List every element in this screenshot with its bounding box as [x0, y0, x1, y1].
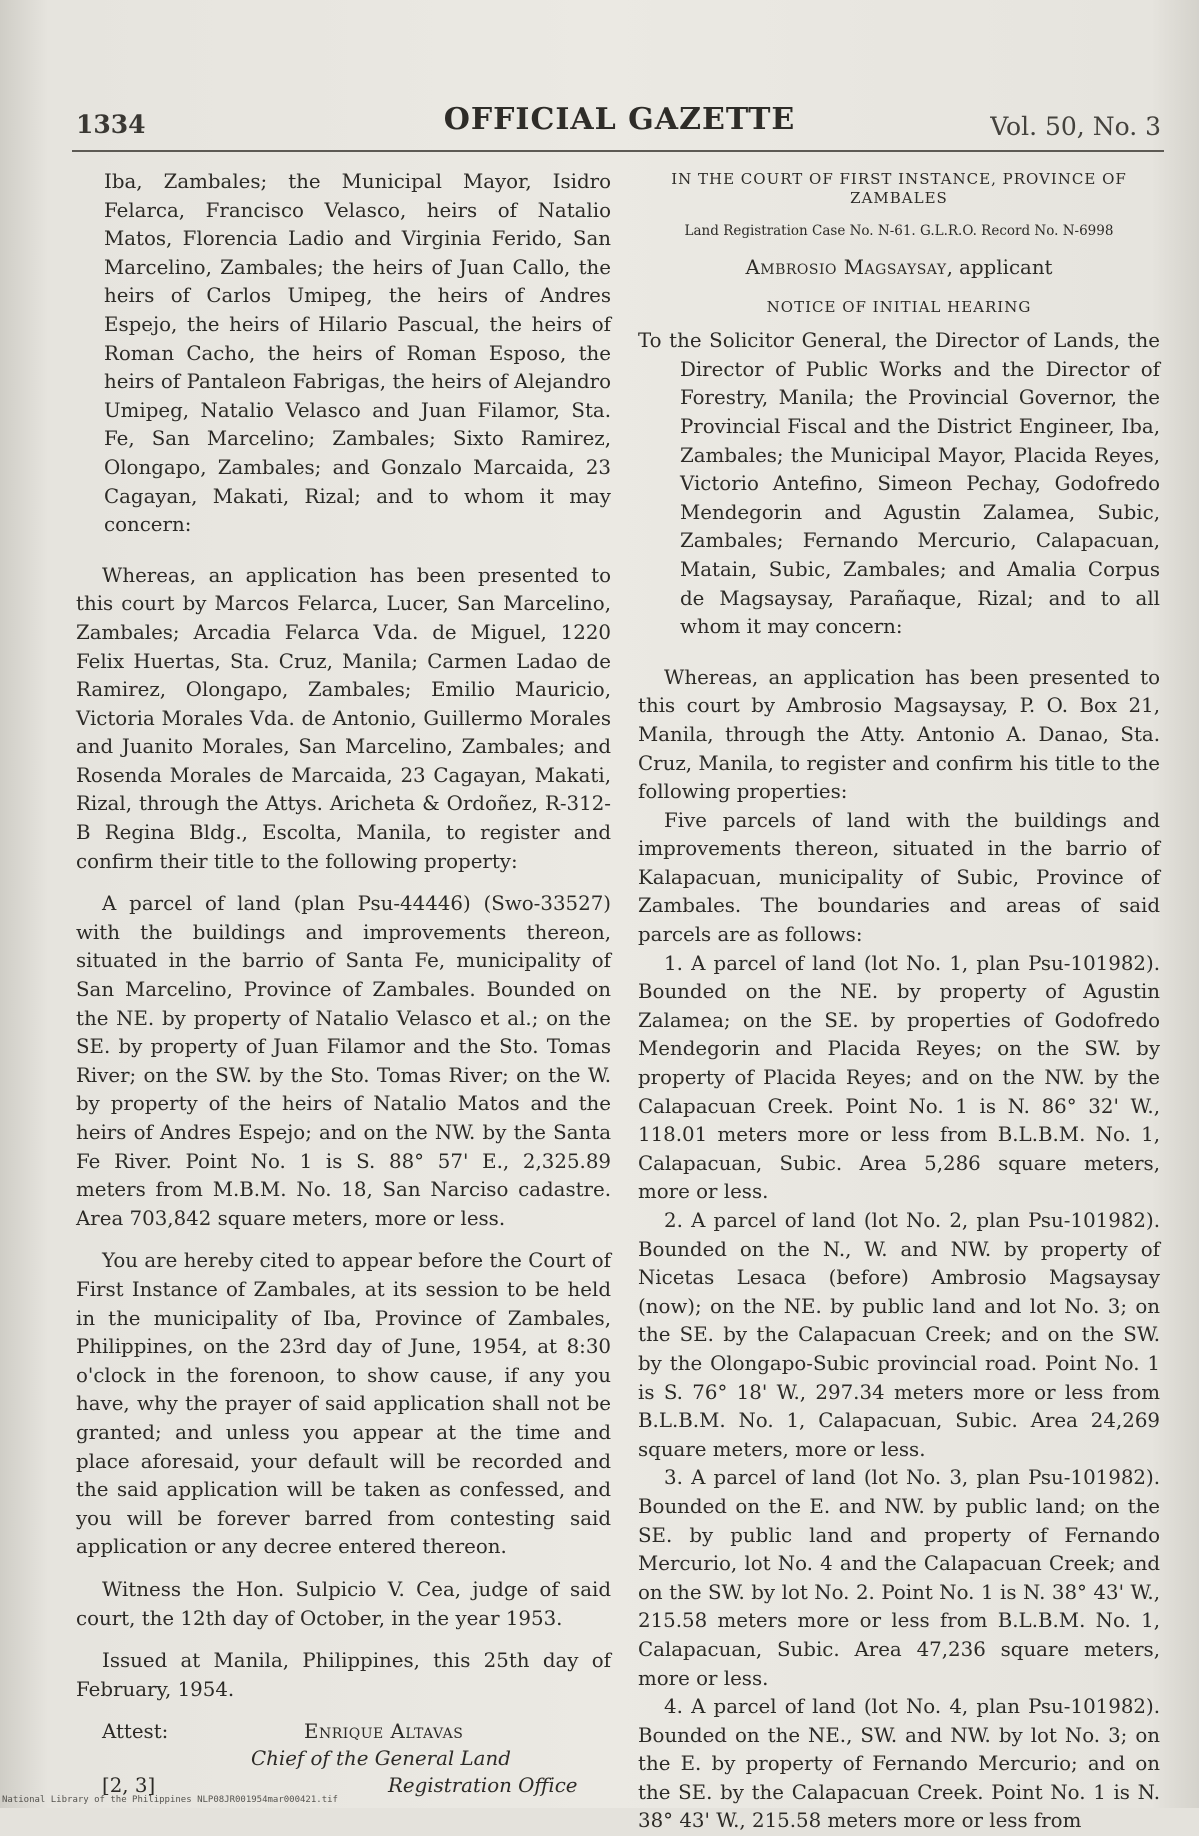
right-column	[638, 168, 1160, 1836]
attest-label: Attest:	[102, 1720, 169, 1744]
citation-paragraph: You are hereby cited to appear before the Court of First Instance of Zambales, at its session to be held in the municipality of Iba, Province of Zambales, Philippines, on the 23rd day of June, 1954, at 8:30 o'clock in the forenoon, to show cause, if any you have, why the prayer of said application shall not be granted; and unless you appear at the time and place aforesaid, your default will be recorded and the said application will be taken as confessed, and you will be forever barred from contesting said application or any decree entered thereon.	[76, 1249, 611, 1559]
addressees: To the Solicitor General, the Director of Lands, the Director of Public Works and the Director of Forestry, Manila; the Provincial Governor, the Provincial Fiscal and the District Engineer, Iba, Zambales; the Municipal Mayor, Placida Reyes, Victorio Antefino, Simeon Pechay, Godofredo Mendegorin and Agustin Zalamea, Subic, Zambales; Fernando Mercurio, Calapacuan, Matain, Subic, Zambales; and Amalia Corpus de Magsaysay, Parañaque, Rizal; and to all whom it may concern:	[638, 329, 1160, 639]
signer-title-line-2: Registration Office	[388, 1774, 578, 1798]
page-header	[72, 96, 1167, 156]
five-parcels-paragraph: Five parcels of land with the buildings and improvements thereon, situated in the barrio of Kalapacuan, municipality of Subic, Province of Zambales. The boundaries and areas of said parcels are as follows:	[638, 808, 1160, 947]
whereas-paragraph: Whereas, an application has been presented to this court by Marcos Felarca, Lucer, San Marcelino, Zambales; Arcadia Felarca Vda. de Miguel, 1220 Felix Huertas, Sta. Cruz, Manila; Carmen Ladao de Ramirez, Olongapo, Zambales; Emilio Mauricio, Victoria Morales Vda. de Antonio, Guillermo Morales and Juanito Morales, San Marcelino, Zambales; and Rosenda Morales de Marcaida, 23 Cagayan, Makati, Rizal, through the Attys. Aricheta & Ordoñez, R-312-B Regina Bldg., Escolta, Manila, to register and confirm their title to the following property:	[76, 563, 611, 873]
scan-footer-note: National Library of the Philippines NLP08JR001954mar000421.tif	[2, 1795, 338, 1805]
notice-title: NOTICE OF INITIAL HEARING	[766, 297, 1032, 316]
whereas-paragraph: Whereas, an application has been presented to this court by Ambrosio Magsaysay, P. O. Box 21, Manila, through the Atty. Antonio A. Danao, Sta. Cruz, Manila, to register and confirm his title to the following properties:	[638, 665, 1160, 804]
parcel-4: 4. A parcel of land (lot No. 4, plan Psu-101982). Bounded on the NE., SW. and NW. by lot No. 3; on the E. by property of Fernando Mercurio; and on the SE. by the Calapacuan Creek. Point No. 1 is N. 38° 43' W., 215.58 meters more or less from	[638, 1695, 1160, 1833]
header-rule	[72, 150, 1164, 152]
left-column	[76, 168, 611, 1808]
running-title: OFFICIAL GAZETTE	[443, 102, 796, 137]
continued-addressees: Iba, Zambales; the Municipal Mayor, Isidro Felarca, Francisco Velasco, heirs of Natalio Matos, Florencia Ladio and Virginia Ferido, San Marcelino, Zambales; the heirs of Juan Callo, the heirs of Carlos Umipeg, the heirs of Andres Espejo, the heirs of Hilario Pascual, the heirs of Roman Cacho, the heirs of Roman Esposo, the heirs of Pantaleon Fabrigas, the heirs of Alejandro Umipeg, Natalio Velasco and Juan Filamor, Sta. Fe, San Marcelino; Zambales; Sixto Ramirez, Olongapo, Zambales; and Gonzalo Marcaida, 23 Cagayan, Makati, Rizal; and to whom it may concern:	[104, 170, 611, 537]
case-number: Land Registration Case No. N-61. G.L.R.O. Record No. N-6998	[684, 223, 1114, 239]
signer-title-line-1: Chief of the General Land	[251, 1747, 511, 1771]
parcel-3: 3. A parcel of land (lot No. 3, plan Psu-101982). Bounded on the E. and NW. by public land; on the SE. by public land and property of Fernando Mercurio, lot No. 4 and the Calapacuan Creek; and on the SW. by lot No. 2. Point No. 1 is N. 38° 43' W., 215.58 meters more or less from B.L.B.M. No. 1, Calapacuan, Subic. Area 47,236 square meters, more or less.	[638, 1466, 1160, 1690]
court-caption: IN THE COURT OF FIRST INSTANCE, PROVINCE OF ZAMBALES	[671, 170, 1127, 207]
issued-paragraph: Issued at Manila, Philippines, this 25th day of February, 1954.	[76, 1649, 611, 1701]
applicant-line	[638, 254, 1160, 283]
parcel-description: A parcel of land (plan Psu-44446) (Swo-33527) with the buildings and improvements thereon, situated in the barrio of Santa Fe, municipality of San Marcelino, Province of Zambales. Bounded on the NE. by property of Natalio Velasco et al.; on the SE. by property of Juan Filamor and the Sto. Tomas River; on the SW. by the Sto. Tomas River; on the W. by property of the heirs of Natalio Matos and the heirs of Andres Espejo; and on the NW. by the Santa Fe River. Point No. 1 is S. 88° 57' E., 2,325.89 meters from M.B.M. No. 18, San Narciso cadastre. Area 703,842 square meters, more or less.	[76, 892, 611, 1230]
publication-code: [2, 3]	[102, 1774, 156, 1798]
parcel-1: 1. A parcel of land (lot No. 1, plan Psu-101982). Bounded on the NE. by property of Agustin Zalamea; on the SE. by properties of Godofredo Mendegorin and Placida Reyes; on the SW. by property of Placida Reyes; and on the NW. by the Calapacuan Creek. Point No. 1 is N. 86° 32' W., 118.01 meters more or less from B.L.B.M. No. 1, Calapacuan, Subic. Area 5,286 square meters, more or less.	[638, 951, 1160, 1204]
volume-number: Vol. 50, No. 3	[990, 112, 1161, 141]
signer-name: Enrique Altavas	[304, 1720, 464, 1744]
witness-paragraph: Witness the Hon. Sulpicio V. Cea, judge of said court, the 12th day of October, in the year 1953.	[76, 1577, 611, 1630]
applicant-label: , applicant	[946, 256, 1053, 279]
page-number: 1334	[76, 110, 146, 139]
parcel-2: 2. A parcel of land (lot No. 2, plan Psu-101982). Bounded on the N., W. and NW. by property of Nicetas Lesaca (before) Ambrosio Magsaysay (now); on the NE. by public land and lot No. 3; on the SE. by the Calapacuan Creek; and on the SW. by the Olongapo-Subic provincial road. Point No. 1 is S. 76° 18' W., 297.34 meters more or less from B.L.B.M. No. 1, Calapacuan, Subic. Area 24,269 square meters, more or less.	[638, 1209, 1160, 1461]
applicant-name: Ambrosio Magsaysay	[745, 256, 947, 279]
